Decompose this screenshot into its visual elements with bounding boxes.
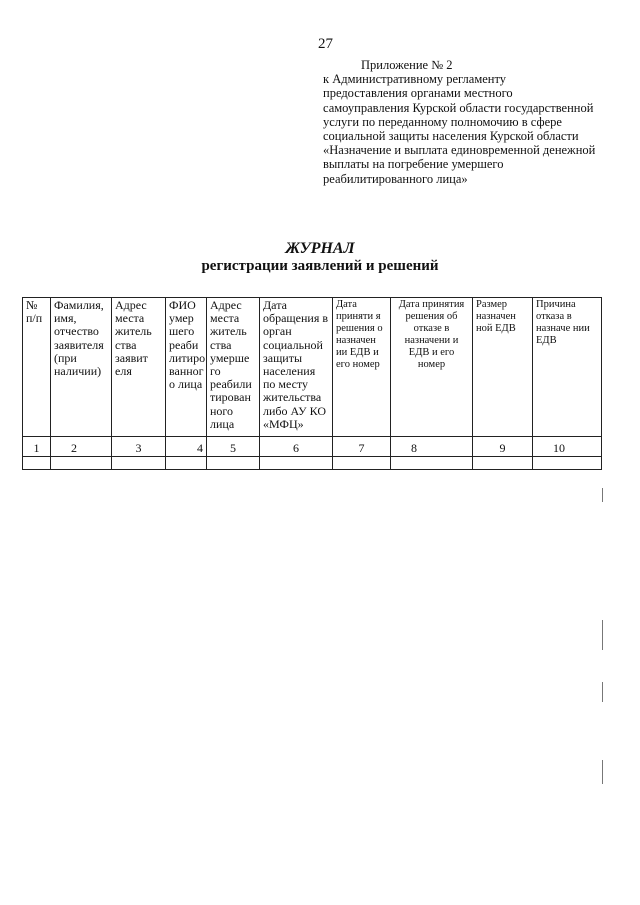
number-cell: 9 (473, 437, 533, 457)
header-cell: Размер назначен ной ЕДВ (473, 298, 533, 437)
empty-cell (260, 457, 333, 470)
header-cell: Дата принятия решения об отказе в назначени и ЕДВ и его номер (391, 298, 473, 437)
scan-artifact (602, 760, 603, 784)
empty-cell (207, 457, 260, 470)
appendix-line: «Назначение и выплата единовременной денежной (323, 143, 596, 158)
header-cell: Дата обращения в орган социальной защиты населения по месту жительства либо АУ КО «МФЦ» (260, 298, 333, 437)
number-cell: 1 (23, 437, 51, 457)
table-header-row (23, 298, 602, 437)
number-cell: 3 (112, 437, 166, 457)
empty-cell (112, 457, 166, 470)
header-cell: Адрес места житель ства умерше го реабили тирован ного лица (207, 298, 260, 437)
number-cell: 6 (260, 437, 333, 457)
appendix-title: Приложение № 2 (361, 58, 453, 72)
header-cell: Причина отказа в назначе нии ЕДВ (533, 298, 602, 437)
scan-artifact (602, 488, 603, 502)
empty-cell (333, 457, 391, 470)
number-cell: 7 (333, 437, 391, 457)
scan-artifact (602, 682, 603, 702)
table-row-empty (23, 457, 602, 470)
number-cell: 5 (207, 437, 260, 457)
journal-title: ЖУРНАЛ (285, 240, 355, 257)
appendix-line: предоставления органами местного (323, 86, 513, 101)
appendix-line: к Административному регламенту (323, 72, 507, 87)
header-cell: Адрес места житель ства заявит еля (112, 298, 166, 437)
empty-cell (51, 457, 112, 470)
header-cell: Дата приняти я решения о назначен ии ЕДВ и его номер (333, 298, 391, 437)
empty-cell (391, 457, 473, 470)
empty-cell (473, 457, 533, 470)
appendix-line: социальной защиты населения Курской области (323, 129, 579, 144)
number-cell: 8 (391, 437, 473, 457)
journal-table (22, 297, 602, 470)
appendix-line: самоуправления Курской области государственной (323, 100, 594, 115)
header-cell: ФИО умер шего реаби литиро ванног о лица (166, 298, 207, 437)
empty-cell (166, 457, 207, 470)
number-cell: 2 (51, 437, 112, 457)
header-cell: Фамилия, имя, отчество заявителя (при наличии) (51, 298, 112, 437)
empty-cell (23, 457, 51, 470)
appendix-line: услуги по переданному полномочию в сфере (323, 114, 562, 129)
number-cell: 10 (533, 437, 602, 457)
appendix-block (323, 58, 623, 186)
appendix-line: реабилитированного лица» (323, 171, 468, 186)
empty-cell (533, 457, 602, 470)
page-number: 27 (318, 36, 333, 52)
appendix-line: выплаты на погребение умершего (323, 157, 504, 172)
header-cell: № п/п (23, 298, 51, 437)
journal-subtitle: регистрации заявлений и решений (201, 258, 439, 274)
scan-artifact (602, 620, 603, 650)
number-cell: 4 (166, 437, 207, 457)
table-row-numbers (23, 437, 602, 457)
